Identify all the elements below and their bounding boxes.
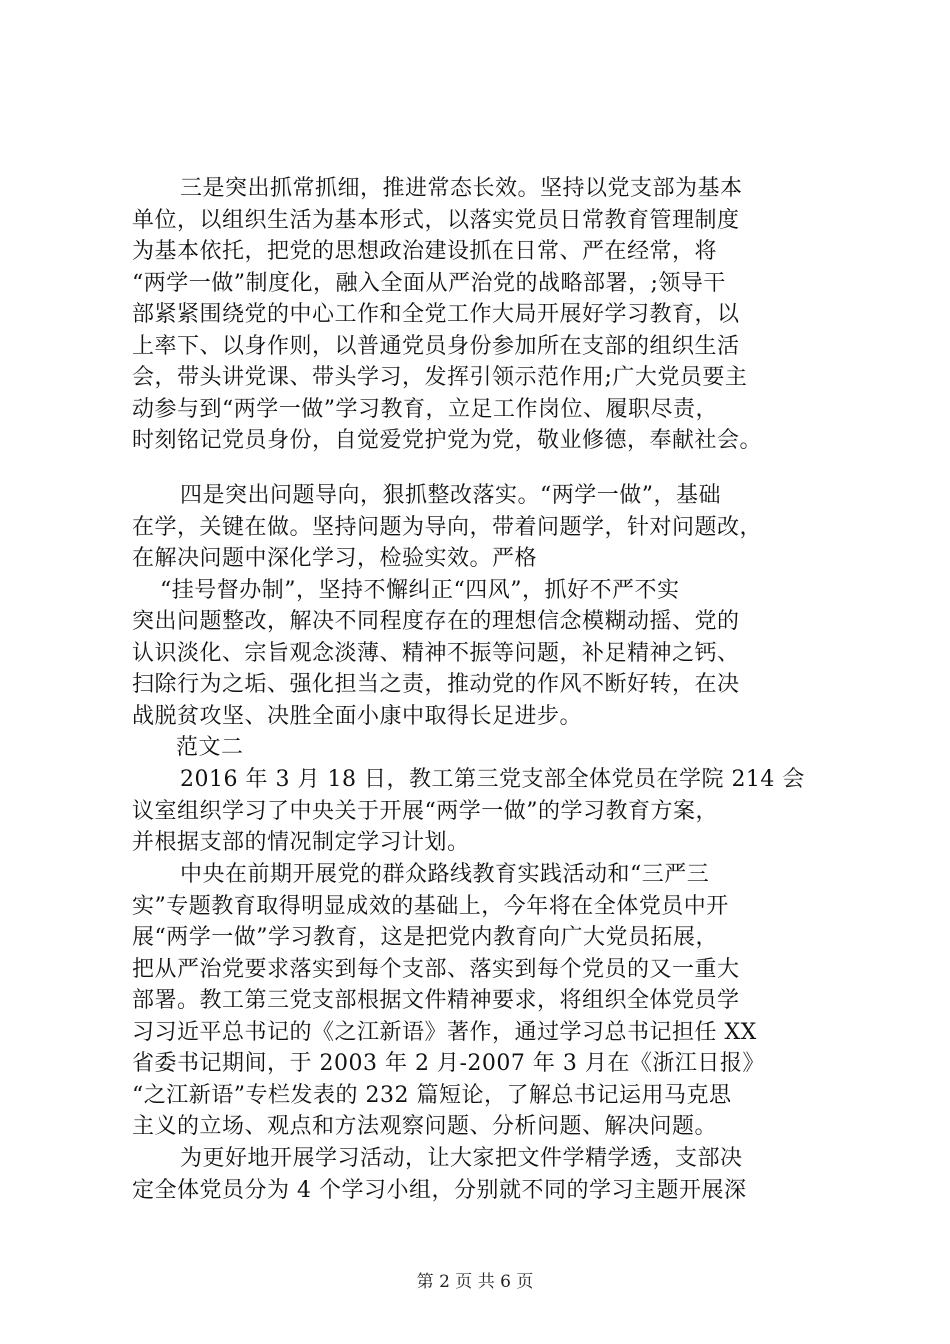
paragraph-three xyxy=(132,173,844,457)
paragraph-line: 上率下、以身作则，以普通党员身份参加所在支部的组织生活 xyxy=(132,333,740,359)
paragraph-line: 议室组织学习了中央关于开展“两学一做”的学习教育方案， xyxy=(132,798,718,824)
paragraph-line: 2016 年 3 月 18 日，教工第三党支部全体党员在学院 214 会 xyxy=(180,767,805,792)
paragraph-line: 实”专题教育取得明显成效的基础上，今年将在全体党员中开 xyxy=(132,893,729,919)
heading-fanwen-two: 范文二 xyxy=(176,735,244,760)
paragraph-line: 定全体党员分为 4 个学习小组，分别就不同的学习主题开展深 xyxy=(132,1177,747,1203)
paragraph-line: 动参与到“两学一做”学习教育，立足工作岗位、履职尽责， xyxy=(132,396,718,422)
paragraph-line: 三是突出抓常抓细，推进常态长效。坚持以党支部为基本 xyxy=(180,176,743,201)
paragraph-line: 省委书记期间，于 2003 年 2 月-2007 年 3 月在《浙江日报》 xyxy=(132,1051,765,1076)
paragraph-seven xyxy=(132,1143,844,1206)
paragraph-line: 战脱贫攻坚、决胜全面小康中取得长足进步。 xyxy=(132,703,583,729)
paragraph-line: 四是突出问题导向，狠抓整改落实。“两学一做”，基础 xyxy=(180,483,721,508)
paragraph-four xyxy=(132,480,844,732)
paragraph-line: 为基本依托，把党的思想政治建设抓在日常、严在经常，将 xyxy=(132,239,718,264)
paragraph-line: 认识淡化、宗旨观念淡薄、精神不振等问题，补足精神之钙、 xyxy=(132,640,740,666)
paragraph-line: 中央在前期开展党的群众路线教育实践活动和“三严三 xyxy=(180,862,710,887)
paragraph-line: 把从严治党要求落实到每个支部、落实到每个党员的又一重大 xyxy=(132,956,740,982)
paragraph-line: 习习近平总书记的《之江新语》著作，通过学习总书记担任 XX xyxy=(132,1019,757,1045)
paragraph-line: 并根据支部的情况制定学习计划。 xyxy=(132,830,470,855)
paragraph-line: 为更好地开展学习活动，让大家把文件学精学透，支部决 xyxy=(180,1146,743,1171)
paragraph-line: 突出问题整改，解决不同程度存在的理想信念模糊动摇、党的 xyxy=(132,609,740,634)
paragraph-line: 扫除行为之垢、强化担当之责，推动党的作风不断好转，在决 xyxy=(132,672,740,697)
paragraph-line: 在解决问题中深化学习，检验实效。严格 xyxy=(132,546,538,571)
paragraph-line: 时刻铭记党员身份，自觉爱党护党为党，敬业修德，奉献社会。 xyxy=(132,428,763,453)
paragraph-line: “挂号督办制”，坚持不懈纠正“四风”，抓好不严不实 xyxy=(160,577,680,603)
paragraph-line: “之江新语”专栏发表的 232 篇短论，了解总书记运用马克思 xyxy=(132,1082,732,1108)
paragraph-six xyxy=(132,859,844,1143)
section-heading xyxy=(132,732,844,764)
paragraph-line: 部署。教工第三党支部根据文件精神要求，将组织全体党员学 xyxy=(132,988,740,1013)
paragraph-line: 会，带头讲党课、带头学习，发挥引领示范作用;广大党员要主 xyxy=(132,365,748,390)
paragraph-line: 单位，以组织生活为基本形式，以落实党员日常教育管理制度 xyxy=(132,207,740,233)
paragraph-line: 主义的立场、观点和方法观察问题、分析问题、解决问题。 xyxy=(132,1114,718,1139)
paragraph-line: 展“两学一做”学习教育，这是把党内教育向广大党员拓展， xyxy=(132,925,718,950)
paragraph-line: 在学，关键在做。坚持问题为导向，带着问题学，针对问题改， xyxy=(132,514,763,540)
paragraph-five xyxy=(132,764,844,859)
paragraph-line: “两学一做”制度化，融入全面从严治党的战略部署，;领导干 xyxy=(132,270,726,296)
page-number-footer: 第 2 页 共 6 页 xyxy=(416,1272,534,1292)
paragraph-line: 部紧紧围绕党的中心工作和全党工作大局开展好学习教育，以 xyxy=(132,302,740,327)
